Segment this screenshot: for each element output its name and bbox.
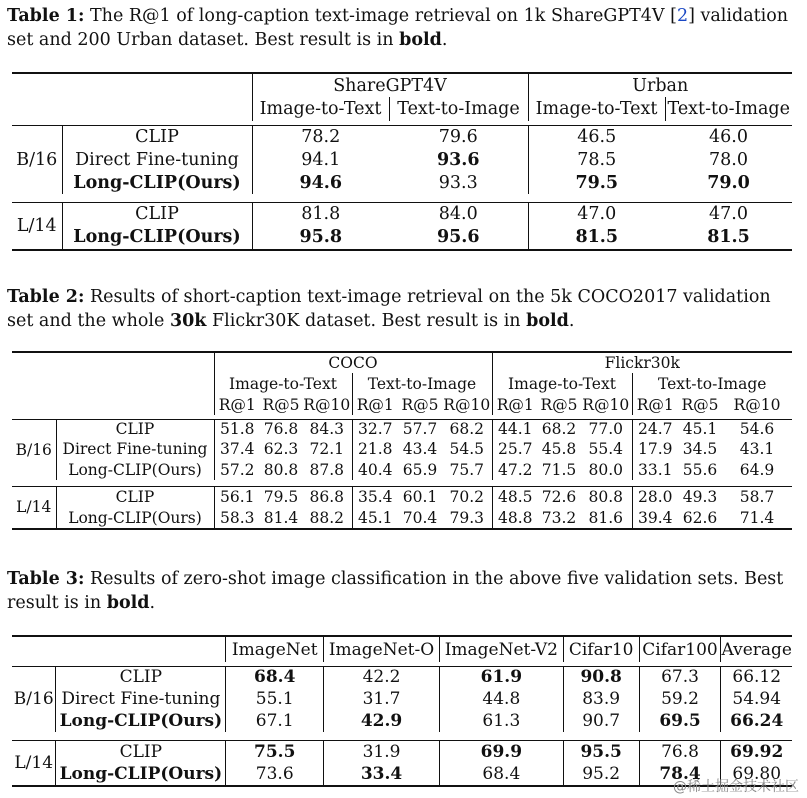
table-cell: 35.4 — [352, 486, 398, 507]
table-cell: 58.7 — [739, 487, 775, 506]
table-cell: 79.5 — [528, 171, 665, 194]
table-cell: 86.8 — [309, 487, 344, 506]
table-cell: . — [441, 30, 448, 50]
table-cell: 54.94 — [721, 688, 792, 710]
table-cell: 61.9 — [439, 666, 563, 688]
method-name: CLIP — [56, 740, 226, 763]
model-label: L/14 — [16, 498, 52, 517]
table-cell: 71.5 — [541, 460, 577, 479]
table-cell: 76.8 — [263, 420, 299, 439]
method-name: Direct Fine-tuning — [56, 439, 214, 459]
table-cell: 70.4 — [402, 508, 438, 527]
table-cell: 37.4 — [214, 439, 260, 459]
table-cell: bold — [399, 30, 442, 50]
table-cell: 47.2 — [492, 459, 538, 480]
column-header: ImageNet — [226, 636, 324, 662]
table-cell: 78.0 — [709, 149, 748, 170]
table-cell: 79.3 — [449, 508, 484, 527]
metric-header: R@10 — [733, 395, 781, 414]
table-cell: 46.0 — [709, 126, 748, 147]
table-cell: 80.0 — [588, 460, 623, 479]
model-label: B/16 — [16, 149, 58, 170]
model-label: L/14 — [16, 215, 57, 236]
table-cell: Flickr30K dataset. Best result is in — [206, 311, 527, 331]
group-header: Flickr30k — [492, 352, 792, 373]
method-name: Long-CLIP(Ours) — [56, 710, 226, 732]
method-name: Direct Fine-tuning — [56, 688, 226, 710]
metric-header: R@1 — [632, 394, 678, 415]
metric-header: R@1 — [214, 394, 260, 415]
table-cell: 60.1 — [402, 487, 438, 506]
table-cell: 21.8 — [352, 439, 398, 459]
table-cell: 67.3 — [639, 666, 721, 688]
table-row — [12, 125, 792, 148]
metric-header: R@10 — [303, 395, 351, 414]
column-header: Average — [721, 636, 792, 662]
table-cell: Table 2: — [7, 287, 85, 307]
table-cell: 79.5 — [263, 487, 299, 506]
model-label: B/16 — [15, 440, 52, 459]
method-name: CLIP — [62, 202, 252, 225]
table-row — [12, 148, 792, 171]
table-cell: 79.0 — [707, 172, 750, 193]
table1 — [12, 72, 792, 251]
table-cell: 83.9 — [563, 688, 639, 710]
method-name: CLIP — [56, 486, 214, 507]
method-name: CLIP — [62, 125, 252, 148]
citation-link[interactable]: 2 — [676, 6, 689, 26]
table-cell: 62.3 — [263, 440, 299, 458]
column-header: Cifar100 — [639, 636, 721, 662]
table-cell: 49.3 — [682, 487, 718, 506]
table-cell: 66.12 — [721, 666, 792, 688]
column-header: ImageNet-O — [324, 636, 440, 662]
table-cell: 30k — [169, 311, 207, 331]
table-cell: 73.2 — [541, 508, 577, 527]
table-cell: 55.4 — [588, 440, 623, 458]
table-cell: 48.5 — [492, 486, 538, 507]
table-cell: 61.3 — [439, 710, 563, 732]
table-cell: . — [149, 593, 156, 613]
table-cell: 31.9 — [324, 740, 440, 763]
table-cell: 56.1 — [214, 486, 260, 507]
table-row — [12, 710, 792, 732]
column-header: Image-to-Text — [252, 97, 389, 121]
table-cell: 42.9 — [324, 710, 440, 732]
table-row — [12, 688, 792, 710]
model-label: B/16 — [13, 689, 54, 710]
table-cell: Table 3: — [7, 569, 85, 589]
table-row — [12, 225, 792, 250]
table-cell: 66.24 — [721, 710, 792, 732]
table-cell: 43.4 — [402, 440, 438, 458]
table-cell: 70.2 — [449, 487, 484, 506]
table-cell: 54.5 — [449, 440, 484, 458]
table-cell: 39.4 — [632, 507, 678, 529]
subgroup-header: Image-to-Text — [214, 373, 352, 394]
metric-header: R@1 — [352, 394, 398, 415]
table-cell: 69.9 — [439, 740, 563, 763]
metric-header: R@5 — [681, 395, 719, 414]
table-cell: 75.5 — [226, 740, 324, 763]
table-cell: bold — [526, 311, 569, 331]
table-cell: 65.9 — [402, 460, 438, 479]
table-cell: 44.1 — [492, 419, 538, 439]
table-cell: 55.1 — [226, 688, 324, 710]
table-row — [12, 459, 792, 480]
table-cell: 32.7 — [352, 419, 398, 439]
table-row — [12, 507, 792, 529]
table3 — [12, 635, 792, 787]
column-header: Text-to-Image — [665, 97, 792, 121]
table-cell: 47.0 — [709, 203, 748, 224]
metric-header: R@1 — [492, 394, 538, 415]
table-cell: 34.5 — [682, 440, 718, 458]
table-cell: 40.4 — [352, 459, 398, 480]
column-header: Image-to-Text — [528, 97, 665, 121]
table-cell: 75.7 — [449, 460, 484, 479]
table-cell: 24.7 — [632, 419, 678, 439]
table-cell: 68.4 — [439, 763, 563, 786]
method-name: Long-CLIP(Ours) — [56, 507, 214, 529]
method-name: Direct Fine-tuning — [62, 148, 252, 171]
table-cell: 95.8 — [252, 225, 389, 250]
group-header: ShareGPT4V — [252, 73, 528, 97]
table-cell: 46.5 — [528, 125, 665, 148]
table-cell: 45.8 — [541, 440, 577, 458]
table-cell: 95.5 — [563, 740, 639, 763]
subgroup-header: Text-to-Image — [352, 373, 492, 394]
table-cell: 45.1 — [352, 507, 398, 529]
table-cell: 87.8 — [309, 460, 344, 479]
table-cell: 43.1 — [739, 440, 775, 458]
table-cell: ] validation set and 200 Urban dataset. Best result is in — [7, 6, 789, 50]
table-cell: 77.0 — [588, 420, 623, 439]
column-header: ImageNet-V2 — [439, 636, 563, 662]
table-cell: 80.8 — [263, 460, 299, 479]
table-cell: 94.1 — [252, 148, 389, 171]
table2 — [12, 351, 792, 530]
table3-caption — [7, 567, 802, 615]
table-cell: 42.2 — [324, 666, 440, 688]
method-name: Long-CLIP(Ours) — [56, 459, 214, 480]
table-cell: 79.6 — [438, 126, 478, 147]
metric-header: R@5 — [540, 395, 578, 414]
table-row — [12, 171, 792, 194]
method-name: Long-CLIP(Ours) — [62, 171, 252, 194]
table-row — [12, 202, 792, 225]
group-header: COCO — [214, 352, 492, 373]
table-cell: 78.2 — [252, 125, 389, 148]
table-row — [12, 666, 792, 688]
table-cell: 48.8 — [492, 507, 538, 529]
table-cell: 17.9 — [632, 439, 678, 459]
table-cell: 57.2 — [214, 459, 260, 480]
table-cell: 73.6 — [226, 763, 324, 786]
method-name: Long-CLIP(Ours) — [62, 225, 252, 250]
table-cell: 71.4 — [739, 508, 775, 527]
table-cell: Results of short-caption text-image retrieval on the 5k COCO2017 validation set and the whole — [7, 287, 771, 331]
table-cell: 81.8 — [252, 202, 389, 225]
table-cell: 72.1 — [309, 440, 344, 458]
metric-header: R@5 — [401, 395, 439, 414]
table-cell: 90.7 — [563, 710, 639, 732]
table-cell: 47.0 — [528, 202, 665, 225]
table-cell: 95.6 — [436, 227, 480, 247]
watermark: @稀土掘金技术社区 — [673, 779, 799, 795]
metric-header: R@5 — [262, 395, 300, 414]
table-cell: The R@1 of long-caption text-image retrieval on 1k ShareGPT4V [ — [84, 6, 677, 26]
table1-caption — [7, 4, 802, 52]
table-cell: 93.3 — [438, 172, 478, 193]
table-cell: Table 1: — [7, 6, 85, 26]
subgroup-header: Text-to-Image — [632, 373, 792, 394]
table-cell: 51.8 — [214, 419, 260, 439]
table-cell: 94.6 — [252, 171, 389, 194]
table-cell: 58.3 — [214, 507, 260, 529]
table-cell: 88.2 — [309, 508, 344, 527]
table-cell: 78.5 — [528, 148, 665, 171]
table-cell: 45.1 — [682, 420, 718, 439]
table-cell: 55.6 — [682, 460, 718, 479]
group-header: Urban — [528, 73, 792, 97]
method-name: CLIP — [56, 666, 226, 688]
table-cell: 44.8 — [439, 688, 563, 710]
table-cell: 68.4 — [226, 666, 324, 688]
table-cell: 84.0 — [438, 203, 478, 224]
subgroup-header: Image-to-Text — [492, 373, 632, 394]
table-cell: 81.6 — [588, 508, 623, 527]
table-cell: 69.92 — [721, 740, 792, 763]
table-cell: 33.4 — [324, 763, 440, 786]
method-name: Long-CLIP(Ours) — [56, 763, 226, 786]
table2-caption — [7, 285, 802, 333]
table-cell: 80.8 — [588, 487, 623, 506]
metric-header: R@10 — [443, 395, 491, 414]
table-cell: 69.80 — [721, 763, 792, 786]
table-cell: 95.2 — [563, 763, 639, 786]
table-cell: 31.7 — [324, 688, 440, 710]
table-cell: 72.6 — [541, 487, 577, 506]
table-cell: 90.8 — [563, 666, 639, 688]
table-cell: bold — [106, 593, 150, 613]
method-name: CLIP — [56, 419, 214, 439]
table-row — [12, 486, 792, 507]
table-cell: 76.8 — [639, 740, 721, 763]
table-cell: 81.4 — [263, 508, 299, 527]
table-cell: Results of zero-shot image classification in the above five validation sets. Best result is in — [7, 569, 784, 613]
table-cell: 81.5 — [707, 227, 750, 247]
table-cell: 68.2 — [449, 420, 484, 439]
table-row — [12, 439, 792, 459]
table-cell: 81.5 — [528, 225, 665, 250]
table-cell: 33.1 — [632, 459, 678, 480]
table-cell: 67.1 — [226, 710, 324, 732]
table-cell: 25.7 — [492, 439, 538, 459]
table-cell: 84.3 — [309, 420, 344, 439]
table-cell: 59.2 — [639, 688, 721, 710]
column-header: Cifar10 — [563, 636, 639, 662]
table-cell: 64.9 — [739, 460, 775, 479]
model-label: L/14 — [14, 752, 54, 773]
table-cell: 28.0 — [632, 486, 678, 507]
table-cell: 78.4 — [639, 763, 721, 786]
metric-header: R@10 — [582, 395, 630, 414]
table-cell: 93.6 — [436, 149, 480, 170]
table-row — [12, 740, 792, 763]
table-cell: . — [568, 311, 575, 331]
table-cell: 57.7 — [402, 420, 438, 439]
table-cell: 69.5 — [639, 710, 721, 732]
table-cell: 68.2 — [541, 420, 577, 439]
table-cell: 62.6 — [682, 508, 718, 527]
table-row — [12, 419, 792, 439]
column-header: Text-to-Image — [389, 97, 528, 121]
table-cell: 54.6 — [739, 420, 775, 439]
